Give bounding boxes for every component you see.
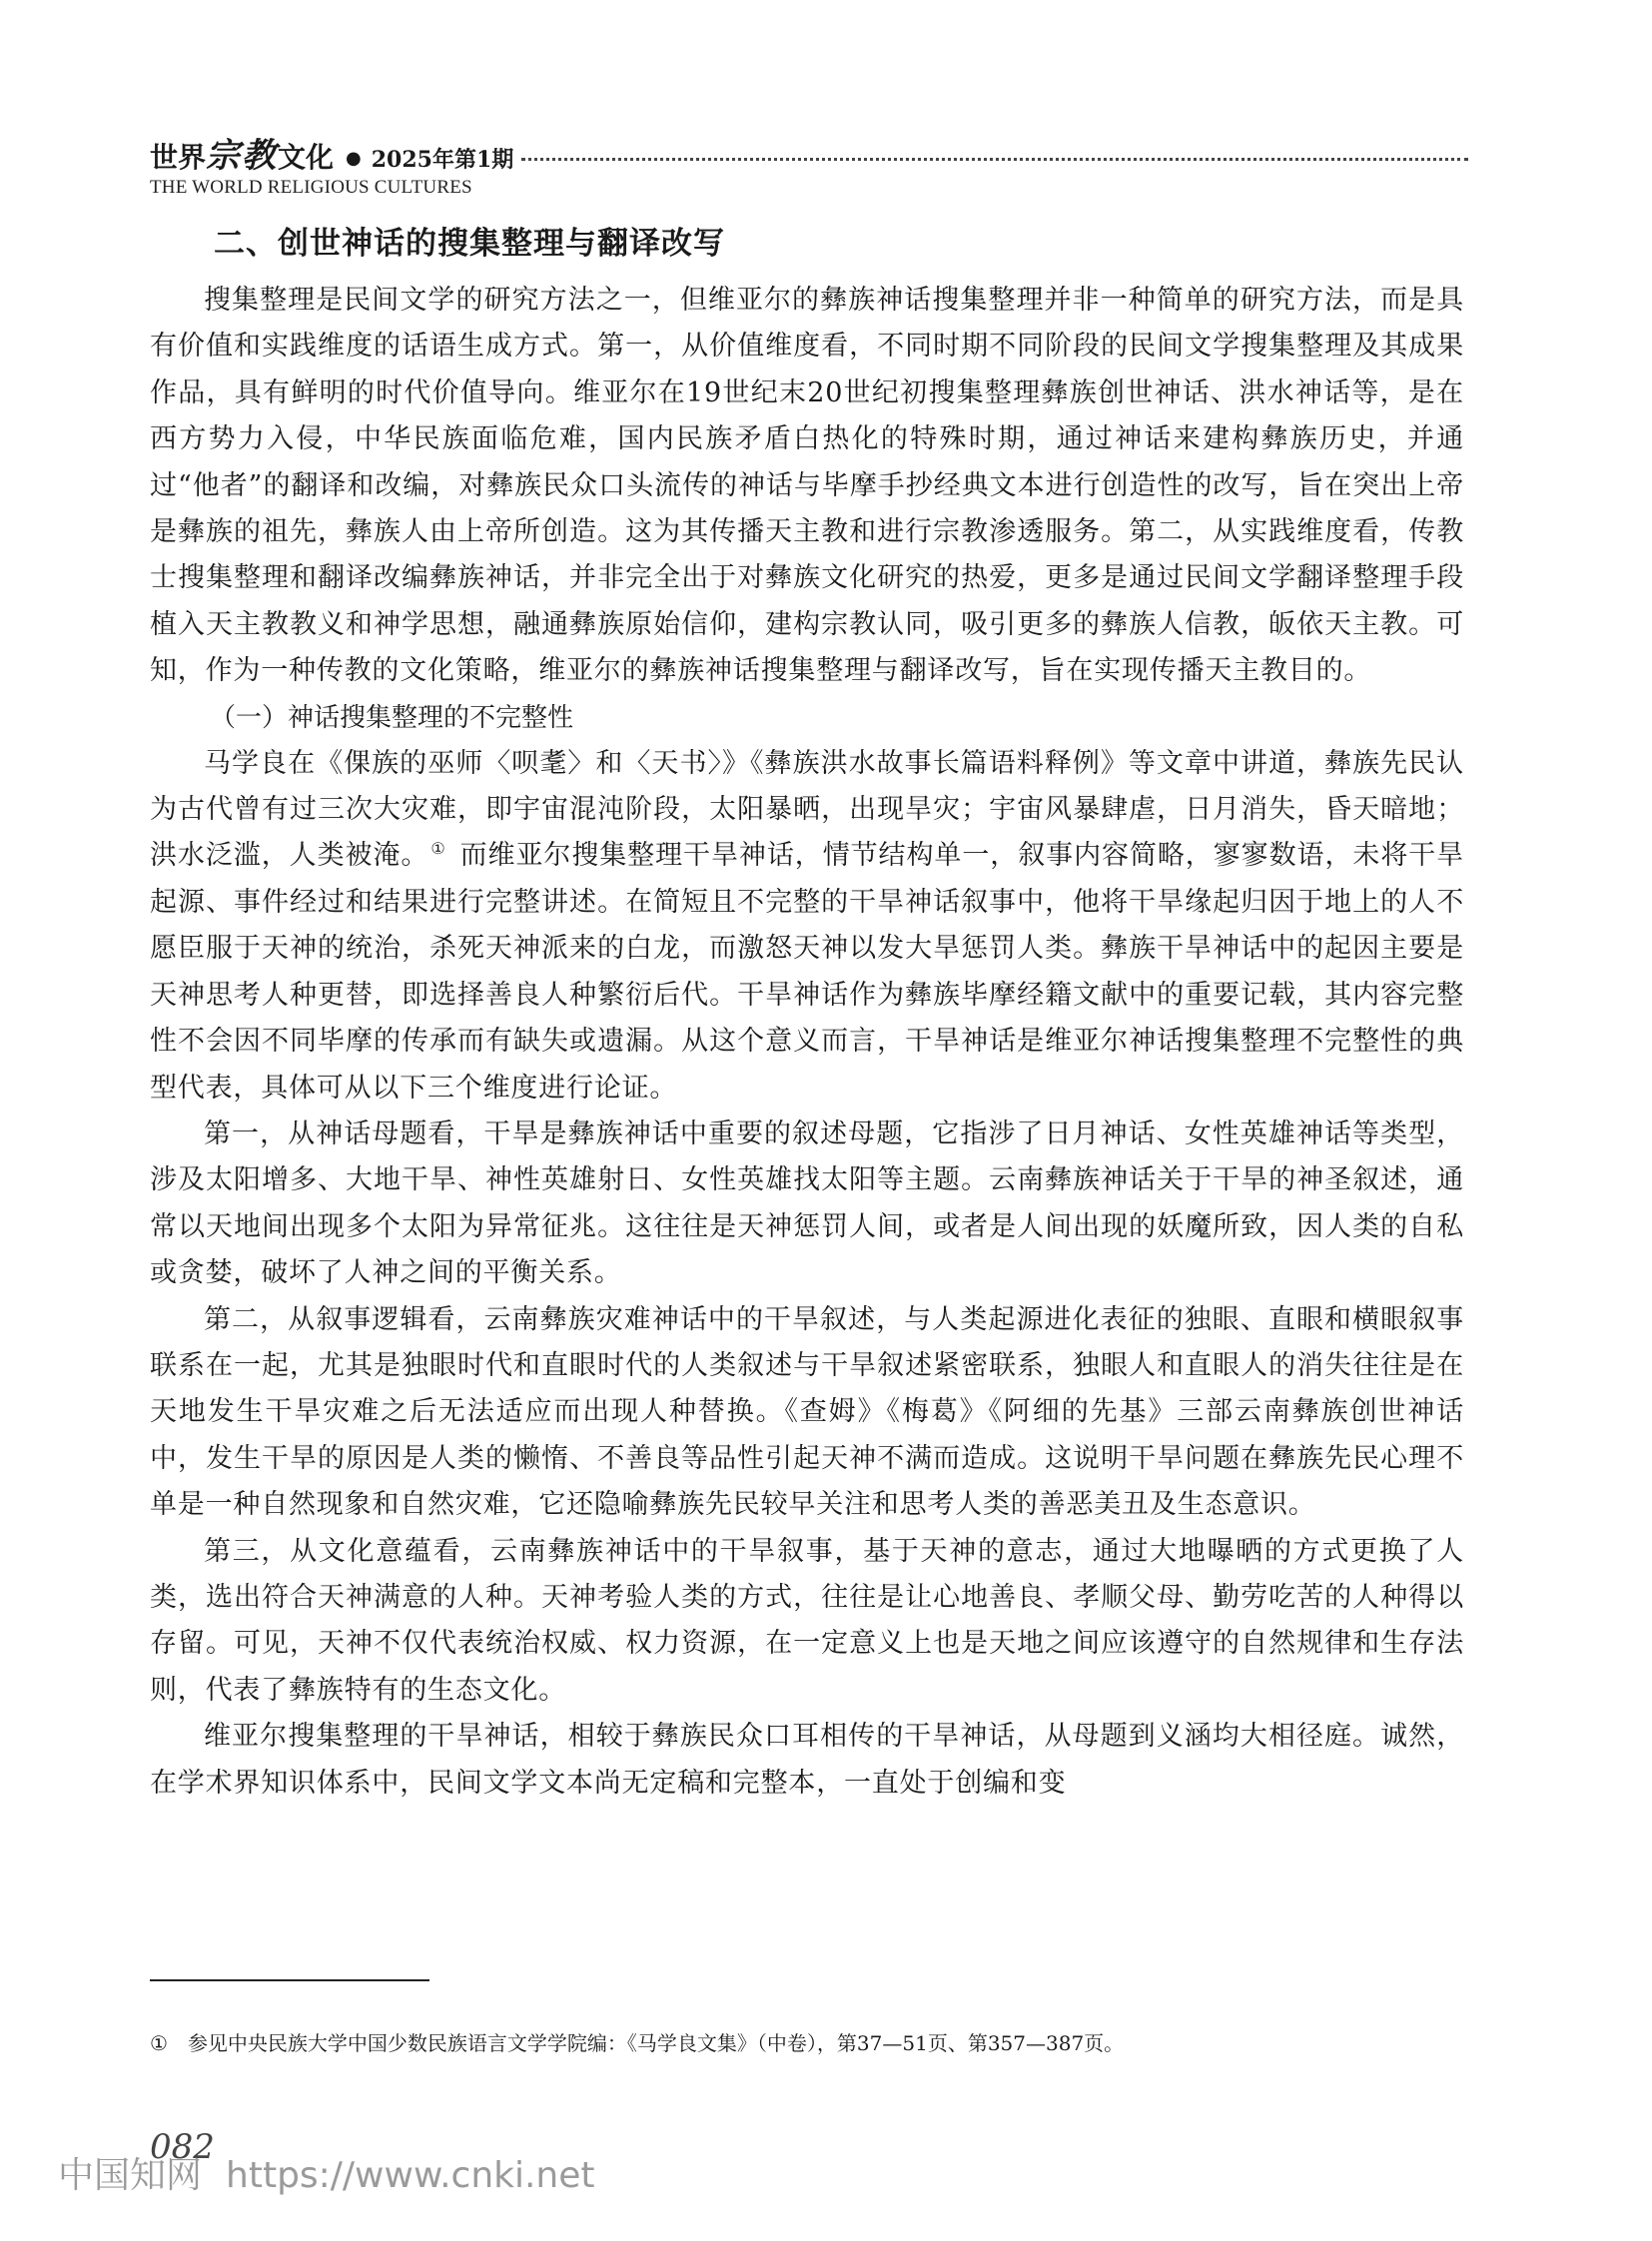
- issue-label: 2025年第1期: [371, 147, 514, 173]
- subsection-heading: （一）神话搜集整理的不完整性: [210, 702, 574, 733]
- paragraph-text: 而维亚尔搜集整理干旱神话，情节结构单一，叙事内容简略，寥寥数语，未将干旱起源、事件经过和结果进行完整讲述。在简短且不完整的干旱神话叙事中，他将干旱缘起归因于地上的人不愿臣服于天神的统治，杀死天神派来的白龙，而激怒天神以发大旱惩罚人类。彝族干旱神话中的起因主要是天神思考人种更替，即选择善良人种繁衍后代。干旱神话作为彝族毕摩经籍文献中的重要记载，其内容完整性不会因不同毕摩的传承而有缺失或遗漏。从这个意义而言，干旱神话是维亚尔神话搜集整理不完整性的典型代表，具体可从以下三个维度进行论证。: [150, 840, 1464, 1104]
- page-number: 082: [150, 2127, 215, 2167]
- paragraph: 第二，从叙事逻辑看，云南彝族灾难神话中的干旱叙述，与人类起源进化表征的独眼、直眼和横眼叙事联系在一起，尤其是独眼时代和直眼时代的人类叙述与干旱叙述紧密联系，独眼人和直眼人的消失往往是在天地发生干旱灾难之后无法适应而出现人种替换。《查姆》《梅葛》《阿细的先基》三部云南彝族创世神话中，发生干旱的原因是人类的懒惰、不善良等品性引起天神不满而造成。这说明干旱问题在彝族先民心理不单是一种自然现象和自然灾难，它还隐喻彝族先民较早关注和思考人类的善恶美丑及生态意识。: [150, 1303, 1464, 1521]
- footnote-text: 参见中央民族大学中国少数民族语言文学学院编：《马学良文集》（中卷），第37—51页、第357—387页。: [187, 2031, 1125, 2055]
- watermark-url: https://www.cnki.net: [226, 2155, 595, 2196]
- section-title: 二、创世神话的搜集整理与翻译改写: [214, 226, 725, 262]
- footnote-divider: [150, 1979, 429, 1981]
- footnote-reference[interactable]: ①: [430, 839, 446, 859]
- journal-name-part2: 宗教: [206, 136, 279, 176]
- header-bullet: ●: [346, 148, 362, 169]
- paragraph: 第三，从文化意蕴看，云南彝族神话中的干旱叙事，基于天神的意志，通过大地曝晒的方式更换了人类，选出符合天神满意的人种。天神考验人类的方式，往往是让心地善良、孝顺父母、勤劳吃苦的人种得以存留。可见，天神不仅代表统治权威、权力资源，在一定意义上也是天地之间应该遵守的自然规律和生存法则，代表了彝族特有的生态文化。: [150, 1535, 1464, 1706]
- running-header: [150, 128, 1468, 208]
- paragraph: 搜集整理是民间文学的研究方法之一，但维亚尔的彝族神话搜集整理并非一种简单的研究方法，而是具有价值和实践维度的话语生成方式。第一，从价值维度看，不同时期不同阶段的民间文学搜集整理及其成果作品，具有鲜明的时代价值导向。维亚尔在19世纪末20世纪初搜集整理彝族创世神话、洪水神话等，是在西方势力入侵，中华民族面临危难，国内民族矛盾白热化的特殊时期，通过神话来建构彝族历史，并通过“他者”的翻译和改编，对彝族民众口头流传的神话与毕摩手抄经典文本进行创造性的改写，旨在突出上帝是彝族的祖先，彝族人由上帝所创造。这为其传播天主教和进行宗教渗透服务。第二，从实践维度看，传教士搜集整理和翻译改编彝族神话，并非完全出于对彝族文化研究的热爱，更多是通过民间文学翻译整理手段植入天主教教义和神学思想，融通彝族原始信仰，建构宗教认同，吸引更多的彝族人信教，皈依天主教。可知，作为一种传教的文化策略，维亚尔的彝族神话搜集整理与翻译改写，旨在实现传播天主教目的。: [150, 285, 1464, 687]
- footnote: [150, 2029, 1464, 2057]
- journal-name-part1: 世界: [150, 141, 207, 174]
- article-body: [150, 278, 1464, 1807]
- header-dotted-leader: [521, 158, 1468, 161]
- paragraph: 维亚尔搜集整理的干旱神话，相较于彝族民众口耳相传的干旱神话，从母题到义涵均大相径庭。诚然，在学术界知识体系中，民间文学文本尚无定稿和完整本，一直处于创编和变: [150, 1721, 1464, 1799]
- paragraph-text: 马学良在《倮族的巫师〈呗耄〉和〈天书〉》《彝族洪水故事长篇语料释例》等文章中讲道，彝族先民认为古代曾有过三次大灾难，即宇宙混沌阶段，太阳暴晒，出现旱灾；宇宙风暴肆虐，日月消失，昏天暗地；洪水泛滥，人类被淹。: [150, 747, 1464, 872]
- paragraph: 第一，从神话母题看，干旱是彝族神话中重要的叙述母题，它指涉了日月神话、女性英雄神话等类型，涉及太阳增多、大地干旱、神性英雄射日、女性英雄找太阳等主题。云南彝族神话关于干旱的神圣叙述，通常以天地间出现多个太阳为异常征兆。这往往是天神惩罚人间，或者是人间出现的妖魔所致，因人类的自私或贪婪，破坏了人神之间的平衡关系。: [150, 1118, 1464, 1289]
- paragraph: [150, 741, 1464, 1112]
- footnote-marker: ①: [150, 2031, 168, 2055]
- header-row: [150, 128, 1468, 177]
- cnki-watermark: [58, 2147, 595, 2198]
- journal-name-part3: 文化: [278, 141, 335, 174]
- watermark-site-name: 中国知网: [58, 2155, 203, 2196]
- journal-english-title: THE WORLD RELIGIOUS CULTURES: [150, 177, 472, 198]
